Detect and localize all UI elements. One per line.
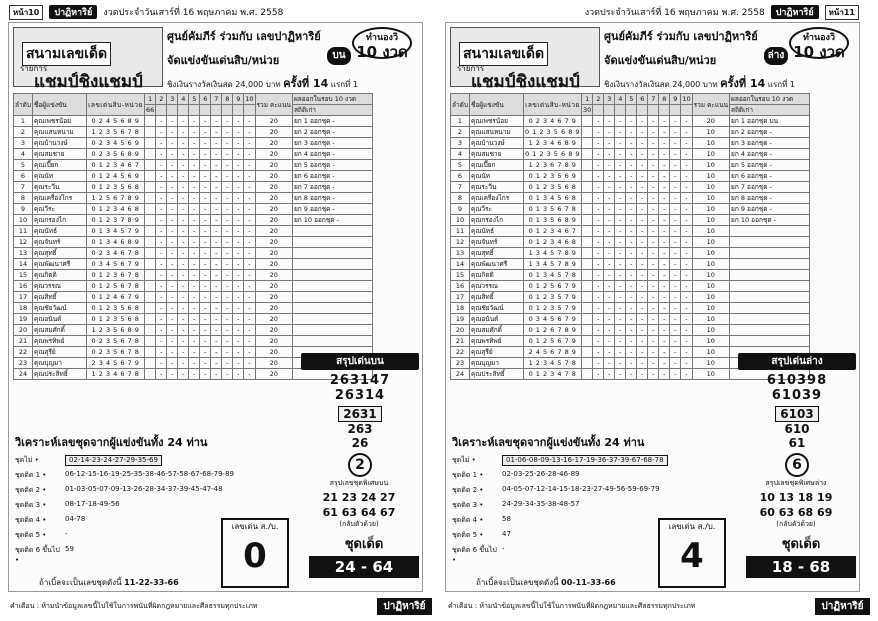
footer-logo: ปาฏิหาริย์ <box>377 598 431 615</box>
table-row: 5 คุณเปี๊ยก 1 2 3 6 7 8 9 - - - - - - - - - 10 ยก 5 ออกชุด - <box>451 160 810 171</box>
table-row: 18 คุณชัยวัฒน์ 0 1 2 3 5 7 9 - - - - - - - - - 10 <box>451 303 810 314</box>
stat-line-2: 61 63 64 67 <box>322 506 396 519</box>
stat-line-2: 60 63 68 69 <box>759 506 833 519</box>
issue-date: งวดประจำวันเสาร์ที่ 16 พฤษภาคม พ.ศ. 2558 <box>103 8 284 18</box>
banner-show: แชมป์ชิงแชมป์ <box>471 72 580 92</box>
table-row: 1 คุณเพชรน้อย 0 2 4 5 6 8 9 - - - - - - - - - 20 ยก 1 ออกชุด - <box>14 116 373 127</box>
stat-note: (กลับตัวด้วย) <box>776 520 816 528</box>
results-header: ผลออกในรอบ 10 งวด <box>292 94 372 105</box>
table-row: 10 คุณกรองไก 0 1 2 3 7 8 9 - - - - - - - - - 20 ยก 10 ออกชุด - <box>14 215 373 226</box>
table-row: 1 คุณเพชรน้อย 0 2 3 4 6 7 9 - - - - - - - - - 20 ยก 1 ออกชุด บน <box>451 116 810 127</box>
promo-center: ศูนย์คัมภีร์ ร่วมกับ เลขปาฏิหาริย์ <box>167 30 321 43</box>
table-row: 11 คุณนัทธ์ 0 1 2 3 4 6 7 - - - - - - - - - 10 <box>451 226 810 237</box>
table-row: 7 คุณระวีน 0 1 2 3 5 6 8 - - - - - - - - - 10 ยก 7 ออกชุด - <box>451 182 810 193</box>
right-summary <box>738 353 856 477</box>
stat-title: สรุปเลขชุดพิเศษบน <box>329 479 389 487</box>
brand-logo: ปาฏิหาริย์ <box>771 5 819 19</box>
right-page <box>445 7 860 592</box>
analysis-row: ชุดติด 4 • 04-78 <box>15 515 86 524</box>
table-row: 2 คุณแสนหนาม 1 2 3 5 6 7 8 - - - - - - - - - 20 ยก 2 ออกชุด - <box>14 127 373 138</box>
footer-logo: ปาฏิหาริย์ <box>815 598 869 615</box>
issue-date: งวดประจำวันเสาร์ที่ 16 พฤษภาคม พ.ศ. 2558 <box>584 8 765 18</box>
analysis-row: ชุดไม่ • 02-14-23-24-27-29-35-69 <box>15 455 295 466</box>
banner-title: สนามเลขเด็ด <box>22 42 111 66</box>
promo-block <box>604 27 854 90</box>
col-numbers: เลขเด่นสิบ-หน่วย <box>86 94 144 116</box>
table-row: 12 คุณจันทร์ 0 1 2 3 4 6 8 - - - - - - - - - 10 <box>451 237 810 248</box>
table-row: 6 คุณนัท 0 1 2 4 5 6 9 - - - - - - - - - 20 ยก 6 ออกชุด - <box>14 171 373 182</box>
table-row: 20 คุณสมศักดิ์ 0 1 2 6 7 8 9 - - - - - - - - - 10 <box>451 325 810 336</box>
summary-line-5: 61 <box>788 436 806 450</box>
right-special-stat <box>736 478 856 530</box>
table-row: 5 คุณเปี๊ยก 0 1 2 3 4 6 7 - - - - - - - - - 20 ยก 5 ออกชุด - <box>14 160 373 171</box>
table-row: 17 คุณสิทธิ์ 0 1 2 3 5 7 9 - - - - - - - - - 10 <box>451 292 810 303</box>
col-total: รวม คะแนน <box>692 94 729 116</box>
table-row: 14 คุณพัฒนาศรี 1 3 4 5 7 8 9 - - - - - - - - - 10 <box>451 259 810 270</box>
analysis-row: ชุดติด 6 ขึ้นไป • 59 <box>15 545 74 564</box>
left-special-stat <box>299 478 419 530</box>
stat-note: (กลับตัวด้วย) <box>339 520 379 528</box>
left-page <box>8 7 423 592</box>
table-row: 16 คุณวรรณ 0 1 2 5 6 7 8 - - - - - - - - - 20 <box>14 281 373 292</box>
right-chud-ded: ชุดเด็ด 18 - 68 <box>746 533 856 578</box>
table-row: 13 คุณสุทธิ์ 0 2 3 4 6 7 8 - - - - - - - - - 20 <box>14 248 373 259</box>
summary-line-2: 61039 <box>771 388 823 403</box>
promo-contest: จัดแข่งขันเด่นสิบ/หน่วย <box>604 54 717 67</box>
table-row: 13 คุณสุทธิ์ 1 3 4 5 7 8 9 - - - - - - - - - 10 <box>451 248 810 259</box>
round-chip: ทำนองวิ 10 งวด <box>352 27 412 59</box>
table-row: 19 คุณอนันต์ 0 3 4 5 6 7 9 - - - - - - - - - 10 <box>451 314 810 325</box>
right-table-body <box>451 116 810 380</box>
analysis-title: วิเคราะห์เลขชุดจากผู้แข่งขันทั้ง 24 ท่าน <box>452 436 645 449</box>
summary-line-3: 2631 <box>338 406 381 422</box>
table-row: 18 คุณชัยวัฒน์ 0 1 2 3 5 6 8 - - - - - - - - - 20 <box>14 303 373 314</box>
summary-badge: 6 <box>785 453 809 477</box>
table-row: 21 คุณพรทิพย์ 0 2 3 5 6 7 8 - - - - - - - - - 20 <box>14 336 373 347</box>
analysis-row: ชุดติด 4 • 58 <box>452 515 511 524</box>
banner-show: แชมป์ชิงแชมป์ <box>34 72 143 92</box>
round-chip: ทำนองวิ 10 งวด <box>789 27 849 59</box>
left-big-digit: เลขเด่น ส./บ. 0 <box>221 518 289 588</box>
summary-line-3: 6103 <box>775 406 818 422</box>
table-row: 3 คุณบ้านวงษ์ 1 2 3 4 6 8 9 - - - - - - - - - 10 ยก 3 ออกชุด - <box>451 138 810 149</box>
left-chud-ded: ชุดเด็ด 24 - 64 <box>309 533 419 578</box>
analysis-row: ชุดติด 1 • 06-12-15-16-19-25-35-38-46-57-58-67-68-79-89 <box>15 470 234 479</box>
table-row: 17 คุณสิทธิ์ 0 1 2 4 6 7 9 - - - - - - - - - 20 <box>14 292 373 303</box>
upper-tag: บน <box>327 47 351 65</box>
left-double-line: ถ้าเบิ้ลจะเป็นเลขชุดดังนี้ 11-22-33-66 <box>39 578 179 587</box>
table-row: 19 คุณอนันต์ 0 1 2 3 5 6 8 - - - - - - - - - 20 <box>14 314 373 325</box>
col-numbers: เลขเด่นสิบ-หน่วย <box>523 94 581 116</box>
page-number: หน้า11 <box>825 5 859 20</box>
table-row: 15 คุณกิตติ 0 1 3 4 5 7 8 - - - - - - - - - 10 <box>451 270 810 281</box>
col-name: ชื่อผู้แข่งขัน <box>32 94 86 116</box>
analysis-row: ชุดติด 2 • 04-05-07-12-14-15-18-23-27-49-56-59-69-79 <box>452 485 660 494</box>
promo-block <box>167 27 417 90</box>
left-table-body <box>14 116 373 380</box>
analysis-row: ชุดติด 5 • - <box>15 530 68 539</box>
analysis-row: ชุดติด 5 • 47 <box>452 530 511 539</box>
table-row: 12 คุณจันทร์ 0 1 3 4 6 8 9 - - - - - - - - - 20 <box>14 237 373 248</box>
show-banner <box>450 27 600 92</box>
promo-prize: ชิงเงินรางวัลเงินสด 24,000 บาท ครั้งที่ 14 แรกที่ 1 <box>167 77 358 90</box>
analysis-row: ชุดติด 3 • 08-17-18-49-56 <box>15 500 120 509</box>
table-row: 7 คุณระวีน 0 1 2 3 5 6 8 - - - - - - - - - 20 ยก 7 ออกชุด - <box>14 182 373 193</box>
table-row: 14 คุณพัฒนาศรี 0 3 4 5 6 7 9 - - - - - - - - - 20 <box>14 259 373 270</box>
banner-title: สนามเลขเด็ด <box>459 42 548 66</box>
table-row: 9 คุณวีระ 0 1 2 3 4 6 8 - - - - - - - - - 20 ยก 9 ออกชุด - <box>14 204 373 215</box>
table-row: 24 คุณประสิทธิ์ 0 1 2 3 4 7 8 - - - - - - - - - 10 <box>451 369 810 380</box>
summary-line-2: 26314 <box>334 388 386 403</box>
summary-title: สรุปเด่นล่าง <box>738 353 856 370</box>
table-row: 8 คุณเครื่องไกร 1 2 5 6 7 8 9 - - - - - - - - - 20 ยก 8 ออกชุด - <box>14 193 373 204</box>
summary-line-1: 610398 <box>766 373 828 388</box>
promo-contest: จัดแข่งขันเด่นสิบ/หน่วย <box>167 54 280 67</box>
table-row: 2 คุณแสนหนาม 0 1 2 3 5 6 8 9 - - - - - - - - - 10 ยก 2 ออกชุด - <box>451 127 810 138</box>
table-row: 15 คุณกิตติ 0 1 2 3 6 7 8 - - - - - - - - - 20 <box>14 270 373 281</box>
col-results: สถิติเก่า <box>730 105 810 116</box>
left-footer <box>10 598 432 615</box>
table-row: 6 คุณนัท 0 1 2 3 5 6 9 - - - - - - - - - 10 ยก 6 ออกชุด - <box>451 171 810 182</box>
summary-line-1: 263147 <box>329 373 391 388</box>
summary-badge: 2 <box>348 453 372 477</box>
left-summary <box>301 353 419 477</box>
table-row: 10 คุณกรองไก 0 1 3 5 6 8 9 - - - - - - - - - 10 ยก 10 ออกชุด - <box>451 215 810 226</box>
col-results: สถิติเก่า <box>292 105 372 116</box>
right-score-table: ลำดับ ชื่อผู้แข่งขัน เลขเด่นสิบ-หน่วย 1 2 3 4 5 6 7 8 9 10 รวม คะแนน ผลออกในรอบ 10 งวด 30 สถิติเก่า 1 คุณเพชรน้อย 0 2 3 4 6 7 9 - - - - - - - - - 20 ยก 1 ออกชุด บน 2 คุณแสนหนาม 0 1 2 3 5 6 8 9 - - - - - - - - - 10 ยก 2 ออกชุด - 3 คุณบ้านวงษ์ 1 2 3 4 6 8 9 - - - - - - - - - 10 ยก 3 ออกชุด - 4 คุณสมชาย 0 1 2 3 5 6 8 9 - - - - - - - - - 10 ยก 4 ออกชุด - 5 คุณเปี๊ยก 1 2 3 6 7 8 9 - - - - - - - - - 10 ยก 5 ออกชุด - 6 คุณนัท 0 1 2 3 5 6 9 - - - - - - - - - 10 ยก 6 ออกชุด - 7 คุณระวีน 0 1 2 3 5 6 8 - - - - - - - - - 10 ยก 7 ออกชุด - 8 คุณเครื่องไกร 0 1 3 4 5 6 8 - - - - - - - - - 10 ยก 8 ออกชุด - 9 คุณวีระ 0 1 3 5 6 7 8 - - - - - - - - - 10 ยก 9 ออกชุด - 10 คุณกรองไก 0 1 3 5 6 8 9 - - - - - - - - - 10 ยก 10 ออกชุด - 11 คุณนัทธ์ 0 1 2 3 4 6 7 - - - - - - - - - 10 12 คุณจันทร์ 0 1 2 3 4 6 8 - - - - - - - - - 10 13 คุณสุทธิ์ 1 3 4 5 7 8 9 - - - - - - - - - 10 14 คุณพัฒนาศรี 1 3 4 5 7 8 9 - - - - - - - - - 10 15 คุณกิตติ 0 1 3 4 5 7 8 - - - - - - - - - 10 16 คุณวรรณ 0 1 2 5 6 7 9 - - - - - - - - - 10 17 คุณสิทธิ์ 0 1 2 3 5 7 9 - - - - - - - - - 10 18 คุณชัยวัฒน์ 0 1 2 3 5 7 9 - - - - - - - - - 10 19 คุณอนันต์ 0 3 4 5 6 7 9 - - - - - - - - - 10 20 คุณสมศักดิ์ 0 1 2 6 7 8 9 - - - - - - - - - 10 21 คุณพรทิพย์ 0 1 2 5 6 7 9 - - - - - - - - - 10 22 คุณสุรีย์ 2 4 5 6 7 8 9 - - - - - - - - - 10 23 คุณบุญมา 1 2 3 4 5 7 8 - - - - - - - - - 10 24 คุณประสิทธิ์ 0 1 2 3 4 7 8 - - - - - - - - - 10 <box>450 93 810 380</box>
table-row: 20 คุณสมศักดิ์ 1 2 3 5 6 8 9 - - - - - - - - - 20 <box>14 325 373 336</box>
table-row: 9 คุณวีระ 0 1 3 5 6 7 8 - - - - - - - - - 10 ยก 9 ออกชุด - <box>451 204 810 215</box>
analysis-row: ชุดติด 2 • 01-03-05-07-09-13-26-28-34-37-39-45-47-48 <box>15 485 223 494</box>
right-page-header <box>446 3 859 21</box>
table-row: 23 คุณบุญมา 2 3 4 5 6 7 9 - - - - - - - - - 20 <box>14 358 373 369</box>
table-row: 3 คุณบ้านวงษ์ 0 2 3 4 5 6 9 - - - - - - - - - 20 ยก 3 ออกชุด - <box>14 138 373 149</box>
analysis-row: ชุดติด 6 ขึ้นไป • - <box>452 545 505 564</box>
table-row: 21 คุณพรทิพย์ 0 1 2 5 6 7 9 - - - - - - - - - 10 <box>451 336 810 347</box>
table-row: 11 คุณนัทธ์ 0 1 3 4 5 7 9 - - - - - - - - - 20 <box>14 226 373 237</box>
summary-title: สรุปเด่นบน <box>301 353 419 370</box>
promo-center: ศูนย์คัมภีร์ ร่วมกับ เลขปาฏิหาริย์ <box>604 30 758 43</box>
table-row: 4 คุณสมชาย 0 2 3 5 6 8 9 - - - - - - - - - 20 ยก 4 ออกชุด - <box>14 149 373 160</box>
summary-line-4: 610 <box>784 422 810 436</box>
table-row: 8 คุณเครื่องไกร 0 1 3 4 5 6 8 - - - - - - - - - 10 ยก 8 ออกชุด - <box>451 193 810 204</box>
stat-line-1: 21 23 24 27 <box>322 491 396 504</box>
footer-warning: คำเตือน : ห้ามนำข้อมูลเลขนี้ไปใช้ในการพนันที่ผิดกฎหมายและศีลธรรมทุกประเภท <box>448 602 696 610</box>
summary-line-4: 263 <box>347 422 373 436</box>
stat-line-1: 10 13 18 19 <box>759 491 833 504</box>
analysis-row: ชุดติด 1 • 02-03-25-26-28-46-89 <box>452 470 580 479</box>
table-row: 22 คุณสุรีย์ 0 2 3 5 6 7 8 - - - - - - - - - 20 <box>14 347 373 358</box>
analysis-row: ชุดติด 3 • 24-29-34-35-38-48-57 <box>452 500 580 509</box>
footer-warning: คำเตือน : ห้ามนำข้อมูลเลขนี้ไปใช้ในการพนันที่ผิดกฎหมายและศีลธรรมทุกประเภท <box>10 602 258 610</box>
col-name: ชื่อผู้แข่งขัน <box>469 94 523 116</box>
table-row: 24 คุณประสิทธิ์ 1 2 3 4 6 7 8 - - - - - - - - - 20 <box>14 369 373 380</box>
right-footer <box>448 598 870 615</box>
right-double-line: ถ้าเบิ้ลจะเป็นเลขชุดดังนี้ 00-11-33-66 <box>476 578 616 587</box>
table-row: 4 คุณสมชาย 0 1 2 3 5 6 8 9 - - - - - - - - - 10 ยก 4 ออกชุด - <box>451 149 810 160</box>
col-no: ลำดับ <box>451 94 470 116</box>
table-row: 16 คุณวรรณ 0 1 2 5 6 7 9 - - - - - - - - - 10 <box>451 281 810 292</box>
brand-logo: ปาฏิหาริย์ <box>49 5 97 19</box>
page-number: หน้า10 <box>9 5 43 20</box>
table-row: 22 คุณสุรีย์ 2 4 5 6 7 8 9 - - - - - - - - - 10 <box>451 347 810 358</box>
stat-title: สรุปเลขชุดพิเศษล่าง <box>765 479 827 487</box>
lower-tag: ล่าง <box>764 47 788 65</box>
table-row: 23 คุณบุญมา 1 2 3 4 5 7 8 - - - - - - - - - 10 <box>451 358 810 369</box>
analysis-title: วิเคราะห์เลขชุดจากผู้แข่งขันทั้ง 24 ท่าน <box>15 436 208 449</box>
promo-prize: ชิงเงินรางวัลเงินสด 24,000 บาท ครั้งที่ 14 แรกที่ 1 <box>604 77 795 90</box>
col-total: รวม คะแนน <box>255 94 292 116</box>
right-big-digit: เลขเด่น ส./บ. 4 <box>658 518 726 588</box>
banner-program: รายการ <box>457 64 485 73</box>
analysis-row: ชุดไม่ • 01-06-08-09-13-16-17-19-36-37-39-67-68-78 <box>452 455 732 466</box>
col-no: ลำดับ <box>14 94 33 116</box>
left-page-header <box>9 3 422 21</box>
summary-line-5: 26 <box>351 436 369 450</box>
left-score-table: ลำดับ ชื่อผู้แข่งขัน เลขเด่นสิบ-หน่วย 1 2 3 4 5 6 7 8 9 10 รวม คะแนน ผลออกในรอบ 10 งวด 66 สถิติเก่า 1 คุณเพชรน้อย 0 2 4 5 6 8 9 - - - - - - - - - 20 ยก 1 ออกชุด - 2 คุณแสนหนาม 1 2 3 5 6 7 8 - - - - - - - - - 20 ยก 2 ออกชุด - 3 คุณบ้านวงษ์ 0 2 3 4 5 6 9 - - - - - - - - - 20 ยก 3 ออกชุด - 4 คุณสมชาย 0 2 3 5 6 8 9 - - - - - - - - - 20 ยก 4 ออกชุด - 5 คุณเปี๊ยก 0 1 2 3 4 6 7 - - - - - - - - - 20 ยก 5 ออกชุด - 6 คุณนัท 0 1 2 4 5 6 9 - - - - - - - - - 20 ยก 6 ออกชุด - 7 คุณระวีน 0 1 2 3 5 6 8 - - - - - - - - - 20 ยก 7 ออกชุด - 8 คุณเครื่องไกร 1 2 5 6 7 8 9 - - - - - - - - - 20 ยก 8 ออกชุด - 9 คุณวีระ 0 1 2 3 4 6 8 - - - - - - - - - 20 ยก 9 ออกชุด - 10 คุณกรองไก 0 1 2 3 7 8 9 - - - - - - - - - 20 ยก 10 ออกชุด - 11 คุณนัทธ์ 0 1 3 4 5 7 9 - - - - - - - - - 20 12 คุณจันทร์ 0 1 3 4 6 8 9 - - - - - - - - - 20 13 คุณสุทธิ์ 0 2 3 4 6 7 8 - - - - - - - - - 20 14 คุณพัฒนาศรี 0 3 4 5 6 7 9 - - - - - - - - - 20 15 คุณกิตติ 0 1 2 3 6 7 8 - - - - - - - - - 20 16 คุณวรรณ 0 1 2 5 6 7 8 - - - - - - - - - 20 17 คุณสิทธิ์ 0 1 2 4 6 7 9 - - - - - - - - - 20 18 คุณชัยวัฒน์ 0 1 2 3 5 6 8 - - - - - - - - - 20 19 คุณอนันต์ 0 1 2 3 5 6 8 - - - - - - - - - 20 20 คุณสมศักดิ์ 1 2 3 5 6 8 9 - - - - - - - - - 20 21 คุณพรทิพย์ 0 2 3 5 6 7 8 - - - - - - - - - 20 22 คุณสุรีย์ 0 2 3 5 6 7 8 - - - - - - - - - 20 23 คุณบุญมา 2 3 4 5 6 7 9 - - - - - - - - - 20 24 คุณประสิทธิ์ 1 2 3 4 6 7 8 - - - - - - - - - 20 <box>13 93 373 380</box>
banner-program: รายการ <box>20 64 48 73</box>
show-banner <box>13 27 163 92</box>
results-header: ผลออกในรอบ 10 งวด <box>730 94 810 105</box>
